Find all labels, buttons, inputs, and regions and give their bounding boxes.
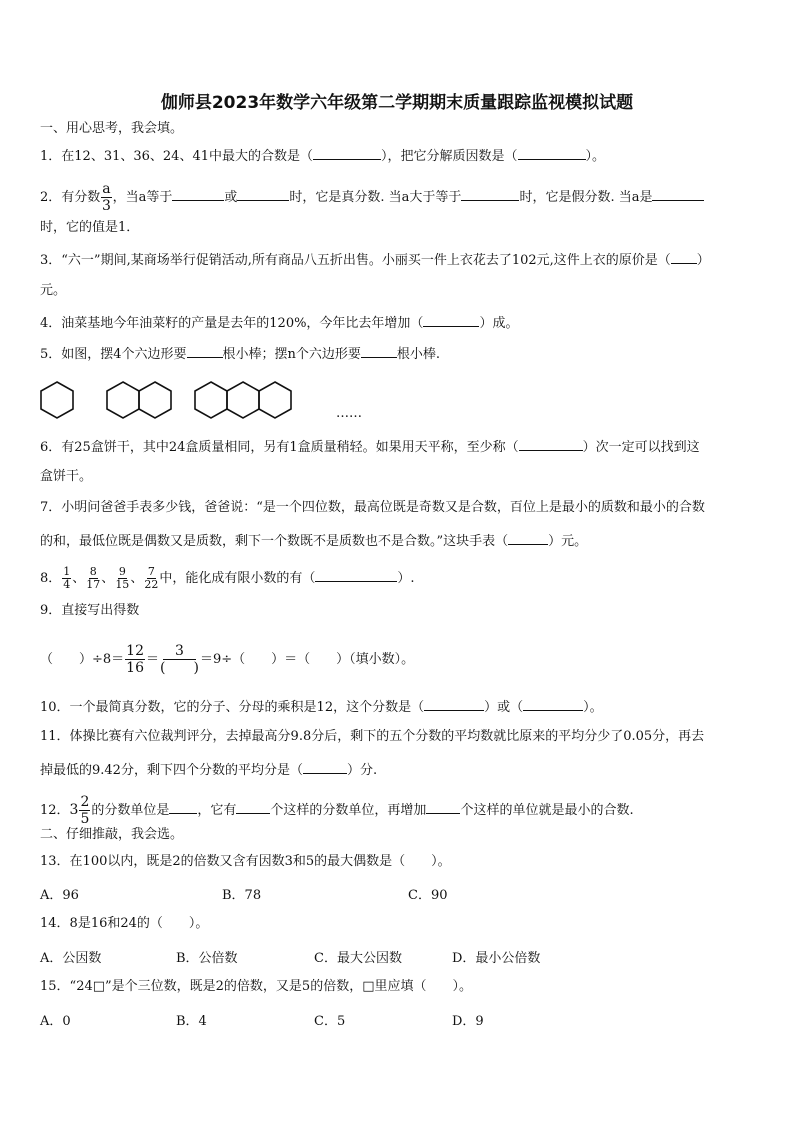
answer-blank[interactable] [423,313,479,327]
question-7-cont: 的和，最低位既是偶数又是质数，剩下一个数既不是质数也不是合数。”这块手表（ ）元。 [40,531,587,551]
fraction: $\frac{1}{4}$ [63,565,71,591]
option-c[interactable]: C．5 [314,1014,346,1029]
fraction: $\frac{a}{3}$ [102,181,111,214]
option-b[interactable]: B．公倍数 [176,951,238,966]
question-8: 8． $\frac{1}{4}$ 、 $\frac{8}{17}$ 、 $\frac{9}{15}$ 、 $\frac{7}{22}$ 中，能化成有限小数的有（ ）. [40,565,415,591]
answer-blank[interactable] [187,344,223,358]
fraction: $\frac{8}{17}$ [86,565,101,591]
question-14: 14．8是16和24的（ ）。 [40,916,209,931]
answer-blank[interactable] [361,344,397,358]
fraction: $\frac{7}{22}$ [144,565,159,591]
answer-blank[interactable] [671,250,697,264]
question-10: 10．一个最简真分数，它的分子、分母的乘积是12，这个分数是（ ）或（ ）。 [40,697,603,717]
answer-blank[interactable] [303,760,347,774]
option-a[interactable]: A．0 [40,1014,71,1029]
option-d[interactable]: D．最小公倍数 [452,951,541,966]
option-c[interactable]: C．90 [408,888,448,903]
answer-blank[interactable] [313,146,381,160]
question-11: 11．体操比赛有六位裁判评分，去掉最高分9.8分后，剩下的五个分数的平均数就比原来的平均分少了0.05分，再去 [40,729,705,744]
question-5: 5．如图，摆4个六边形要 根小棒；摆n个六边形要 根小棒. [40,344,440,364]
question-3-cont: 元。 [40,283,67,298]
option-a[interactable]: A．公因数 [40,951,102,966]
section-2-heading: 二、仔细推敲，我会选。 [40,827,184,842]
answer-blank[interactable] [523,697,583,711]
question-3: 3．“六一”期间,某商场举行促销活动,所有商品八五折出售。小丽买一件上衣花去了102元,这件上衣的原价是（ ） [40,250,710,270]
hexagon-1 [41,382,73,418]
fraction: $\frac{3}{( )}$ [160,643,199,676]
fraction: $\frac{9}{15}$ [115,565,130,591]
option-c[interactable]: C．最大公因数 [314,951,402,966]
answer-blank[interactable] [518,146,586,160]
option-b[interactable]: B．4 [176,1014,207,1029]
answer-blank[interactable] [424,697,484,711]
answer-blank[interactable] [172,187,224,201]
hexagon-2a [107,382,139,418]
question-2: 2．有分数 $\frac{a}{3}$ ，当a等于 或 时，它是真分数. 当a大于等于 时，它是假分数. 当a是 [40,181,704,214]
option-d[interactable]: D．9 [452,1014,484,1029]
answer-blank[interactable] [519,437,583,451]
question-2-cont: 时，它的值是1． [40,220,140,235]
question-4: 4．油菜基地今年油菜籽的产量是去年的120%，今年比去年增加（ ）成。 [40,313,518,333]
fraction: $\frac{2}{5}$ [80,794,90,827]
question-12: 12．3 $\frac{2}{5}$ 的分数单位是 ，它有 个这样的分数单位，再增加 个这样的单位就是最小的合数. [40,794,634,827]
question-1: 1．在12、31、36、24、41中最大的合数是（ ），把它分解质因数是（ ）。 [40,146,605,166]
fraction: $\frac{12}{16}$ [126,643,144,676]
answer-blank[interactable] [169,800,197,814]
answer-blank[interactable] [236,800,270,814]
ellipsis: …… [336,406,362,421]
answer-blank[interactable] [315,568,397,582]
question-11-cont: 掉最低的9.42分，剩下四个分数的平均分是（ ）分. [40,760,377,780]
question-15: 15．“24□”是个三位数，既是2的倍数，又是5的倍数，□里应填（ ）。 [40,979,472,994]
question-9-equation: （ ）÷8＝ $\frac{12}{16}$ ＝ $\frac{3}{( )}$ ＝9÷（ ）＝（ ）（填小数）。 [40,643,415,676]
answer-blank[interactable] [508,531,548,545]
hexagon-3b [227,382,259,418]
question-13: 13．在100以内，既是2的倍数又含有因数3和5的最大偶数是（ ）。 [40,854,451,869]
question-9: 9．直接写出得数 [40,603,140,618]
option-b[interactable]: B．78 [222,888,262,903]
answer-blank[interactable] [237,187,289,201]
question-6-cont: 盒饼干。 [40,469,93,484]
answer-blank[interactable] [652,187,704,201]
option-a[interactable]: A．96 [40,888,79,903]
question-6: 6．有25盒饼干，其中24盒质量相同，另有1盒质量稍轻。如果用天平称，至少称（ ）次一定可以找到这 [40,437,700,457]
page-title: 伽师县2023年数学六年级第二学期期末质量跟踪监视模拟试题 [160,93,634,113]
hexagon-3a [195,382,227,418]
answer-blank[interactable] [426,800,460,814]
section-1-heading: 一、用心思考，我会填。 [40,121,184,136]
hexagon-2b [139,382,171,418]
question-7: 7．小明问爸爸手表多少钱，爸爸说：“是一个四位数，最高位既是奇数又是合数，百位上是最小的质数和最小的合数 [40,500,705,515]
answer-blank[interactable] [461,187,519,201]
hexagon-figure [35,378,305,422]
hexagon-3c [259,382,291,418]
